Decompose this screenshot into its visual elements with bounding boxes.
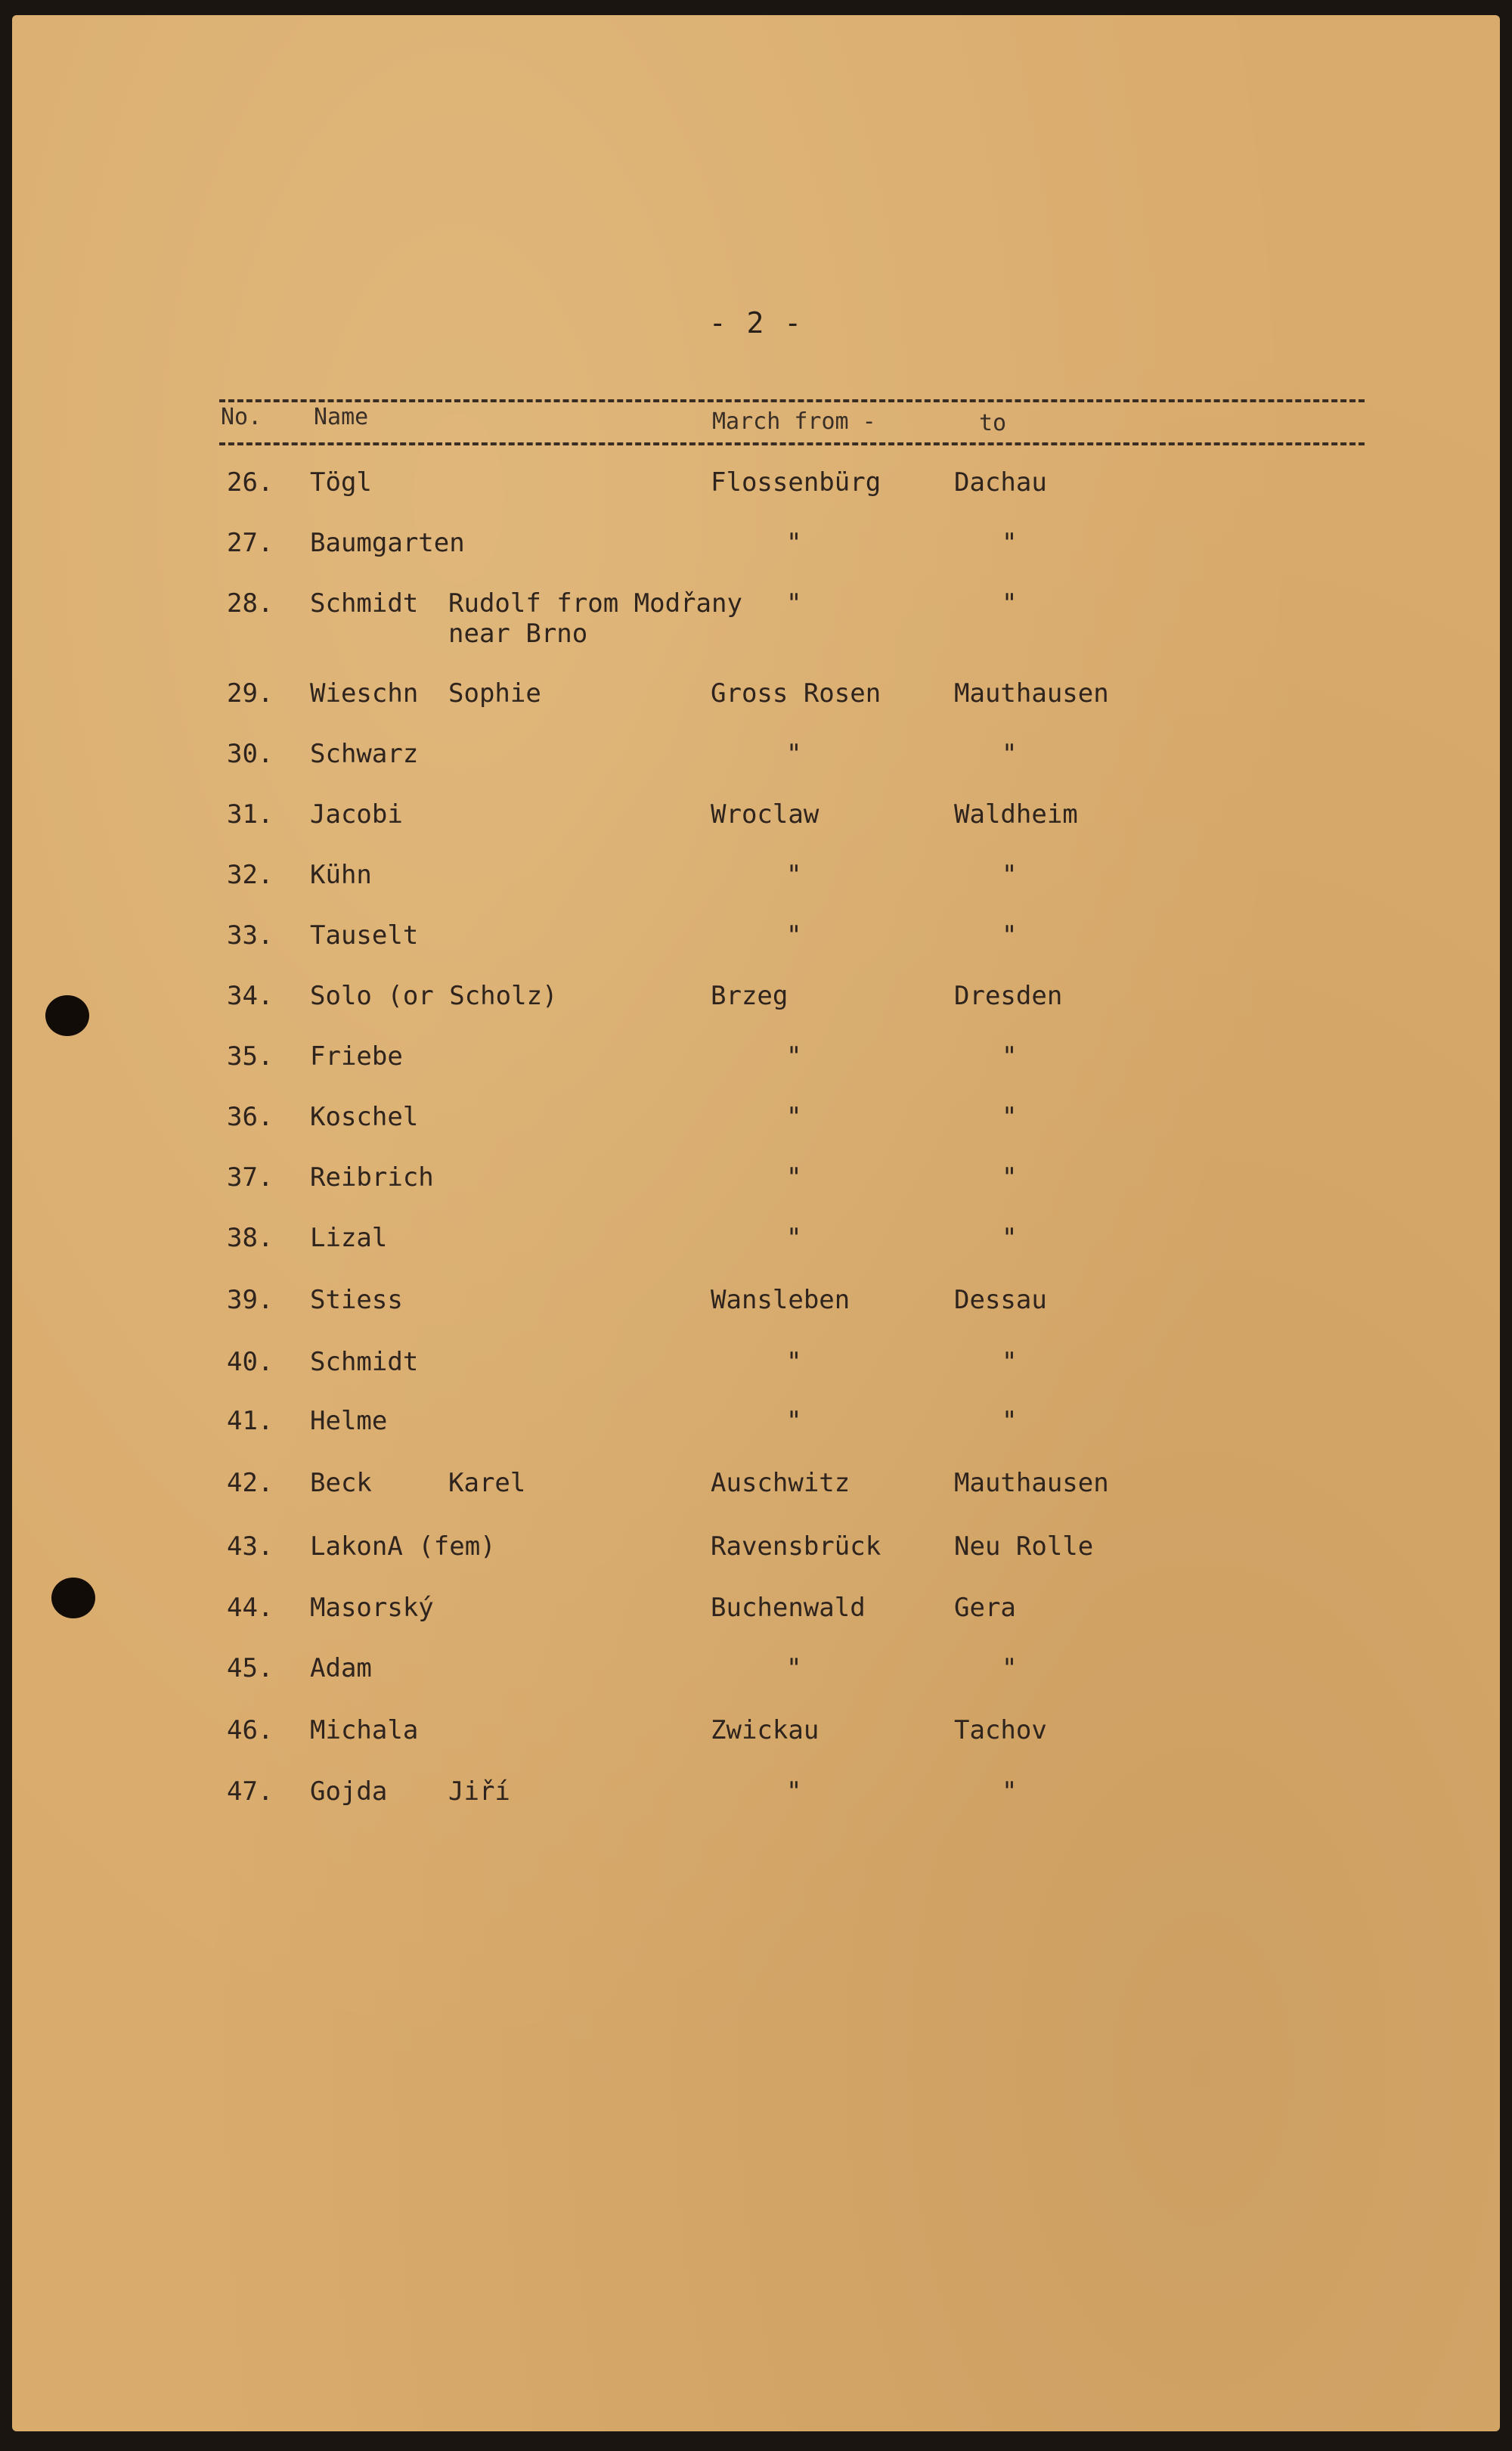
- row-name: Lizal: [310, 1223, 388, 1253]
- table-row: [0, 981, 1512, 1034]
- table-row: [0, 588, 1512, 649]
- header-rule-top: [219, 399, 1365, 402]
- row-march-to: ": [1002, 1162, 1018, 1193]
- row-march-from: Brzeg: [711, 981, 789, 1011]
- row-march-from: ": [786, 1102, 802, 1132]
- row-name-detail: Karel: [448, 1468, 526, 1498]
- row-march-from: Wansleben: [711, 1285, 850, 1315]
- column-header-to: to: [979, 410, 1007, 436]
- row-name: Kühn: [310, 860, 372, 890]
- row-march-from: ": [786, 1347, 802, 1377]
- row-march-to: ": [1002, 1041, 1018, 1072]
- row-march-to: Dessau: [954, 1285, 1047, 1315]
- row-name: Stiess: [310, 1285, 403, 1315]
- row-march-from: ": [786, 1223, 802, 1253]
- row-number: 31.: [227, 799, 274, 830]
- row-march-to: ": [1002, 920, 1018, 951]
- table-row: [0, 1223, 1512, 1276]
- row-name: Schwarz: [310, 739, 419, 769]
- row-name: Michala: [310, 1715, 419, 1745]
- row-march-from: Buchenwald: [711, 1593, 866, 1623]
- row-march-to: Mauthausen: [954, 1468, 1109, 1498]
- row-march-from: ": [786, 1776, 802, 1807]
- row-march-to: ": [1002, 739, 1018, 769]
- row-name-detail: Jiří: [448, 1776, 510, 1807]
- table-row: [0, 860, 1512, 913]
- row-name: Schmidt: [310, 1347, 419, 1377]
- table-row: [0, 528, 1512, 581]
- table-row: [0, 678, 1512, 731]
- row-name: Gojda: [310, 1776, 388, 1807]
- row-name: Tauselt: [310, 920, 419, 951]
- row-march-to: Tachov: [954, 1715, 1047, 1745]
- table-row: [0, 1715, 1512, 1768]
- row-march-from: Auschwitz: [711, 1468, 850, 1498]
- row-name: Jacobi: [310, 799, 403, 830]
- row-number: 43.: [227, 1531, 274, 1562]
- header-rule-bottom: [219, 442, 1365, 445]
- row-number: 40.: [227, 1347, 274, 1377]
- row-number: 42.: [227, 1468, 274, 1498]
- row-march-from: ": [786, 1653, 802, 1683]
- row-march-from: ": [786, 1162, 802, 1193]
- table-row: [0, 1285, 1512, 1338]
- table-row: [0, 799, 1512, 852]
- table-row: [0, 1162, 1512, 1215]
- row-name-detail: Rudolf from Modřany: [448, 588, 742, 619]
- table-row: [0, 1653, 1512, 1706]
- row-march-to: ": [1002, 528, 1018, 558]
- row-march-from: Flossenbürg: [711, 467, 881, 498]
- row-number: 41.: [227, 1406, 274, 1436]
- row-march-from: Zwickau: [711, 1715, 820, 1745]
- row-number: 47.: [227, 1776, 274, 1807]
- row-march-from: Gross Rosen: [711, 678, 881, 709]
- row-march-to: Mauthausen: [954, 678, 1109, 709]
- row-number: 26.: [227, 467, 274, 498]
- row-march-to: ": [1002, 1102, 1018, 1132]
- row-name: Adam: [310, 1653, 372, 1683]
- row-march-from: ": [786, 920, 802, 951]
- row-march-to: ": [1002, 1347, 1018, 1377]
- row-number: 29.: [227, 678, 274, 709]
- row-name: Wieschn: [310, 678, 419, 709]
- row-march-from: ": [786, 860, 802, 890]
- row-name: LakonA (fem): [310, 1531, 496, 1562]
- row-number: 27.: [227, 528, 274, 558]
- row-name: Friebe: [310, 1041, 403, 1072]
- row-name: Schmidt: [310, 588, 419, 619]
- column-header-name: Name: [314, 404, 369, 430]
- row-name: Solo (or Scholz): [310, 981, 558, 1011]
- row-name: Masorský: [310, 1593, 434, 1623]
- row-march-from: Ravensbrück: [711, 1531, 881, 1562]
- row-name: Helme: [310, 1406, 388, 1436]
- row-march-from: ": [786, 528, 802, 558]
- row-name: Koschel: [310, 1102, 419, 1132]
- row-number: 28.: [227, 588, 274, 619]
- row-march-from: ": [786, 739, 802, 769]
- row-march-from: ": [786, 588, 802, 619]
- row-march-to: ": [1002, 1223, 1018, 1253]
- table-row: [0, 1406, 1512, 1459]
- row-march-from: Wroclaw: [711, 799, 820, 830]
- row-number: 37.: [227, 1162, 274, 1193]
- row-number: 46.: [227, 1715, 274, 1745]
- page-number: - 2 -: [708, 306, 804, 340]
- column-header-no: No.: [221, 404, 262, 430]
- table-row: [0, 1347, 1512, 1400]
- row-name: Reibrich: [310, 1162, 434, 1193]
- row-name: Beck: [310, 1468, 372, 1498]
- row-number: 32.: [227, 860, 274, 890]
- table-row: [0, 1776, 1512, 1829]
- row-number: 30.: [227, 739, 274, 769]
- column-header-march-from: March from -: [712, 408, 876, 435]
- table-row: [0, 1531, 1512, 1584]
- row-name-detail: Sophie: [448, 678, 541, 709]
- row-march-to: Dachau: [954, 467, 1047, 498]
- row-number: 45.: [227, 1653, 274, 1683]
- row-march-to: ": [1002, 1406, 1018, 1436]
- row-number: 38.: [227, 1223, 274, 1253]
- row-march-to: ": [1002, 1653, 1018, 1683]
- row-march-to: Neu Rolle: [954, 1531, 1094, 1562]
- table-row: [0, 920, 1512, 973]
- row-number: 39.: [227, 1285, 274, 1315]
- row-number: 35.: [227, 1041, 274, 1072]
- row-number: 33.: [227, 920, 274, 951]
- row-name: Baumgarten: [310, 528, 465, 558]
- table-row: [0, 467, 1512, 520]
- row-march-to: ": [1002, 860, 1018, 890]
- row-name-continuation: near Brno: [448, 619, 588, 649]
- row-march-from: ": [786, 1406, 802, 1436]
- row-name: Tögl: [310, 467, 372, 498]
- table-row: [0, 1102, 1512, 1155]
- row-number: 44.: [227, 1593, 274, 1623]
- table-row: [0, 1041, 1512, 1094]
- table-row: [0, 739, 1512, 792]
- row-march-to: Dresden: [954, 981, 1063, 1011]
- row-number: 34.: [227, 981, 274, 1011]
- row-march-to: ": [1002, 588, 1018, 619]
- row-march-to: Gera: [954, 1593, 1016, 1623]
- row-march-to: Waldheim: [954, 799, 1078, 830]
- row-march-from: ": [786, 1041, 802, 1072]
- table-row: [0, 1593, 1512, 1646]
- table-row: [0, 1468, 1512, 1521]
- row-march-to: ": [1002, 1776, 1018, 1807]
- row-number: 36.: [227, 1102, 274, 1132]
